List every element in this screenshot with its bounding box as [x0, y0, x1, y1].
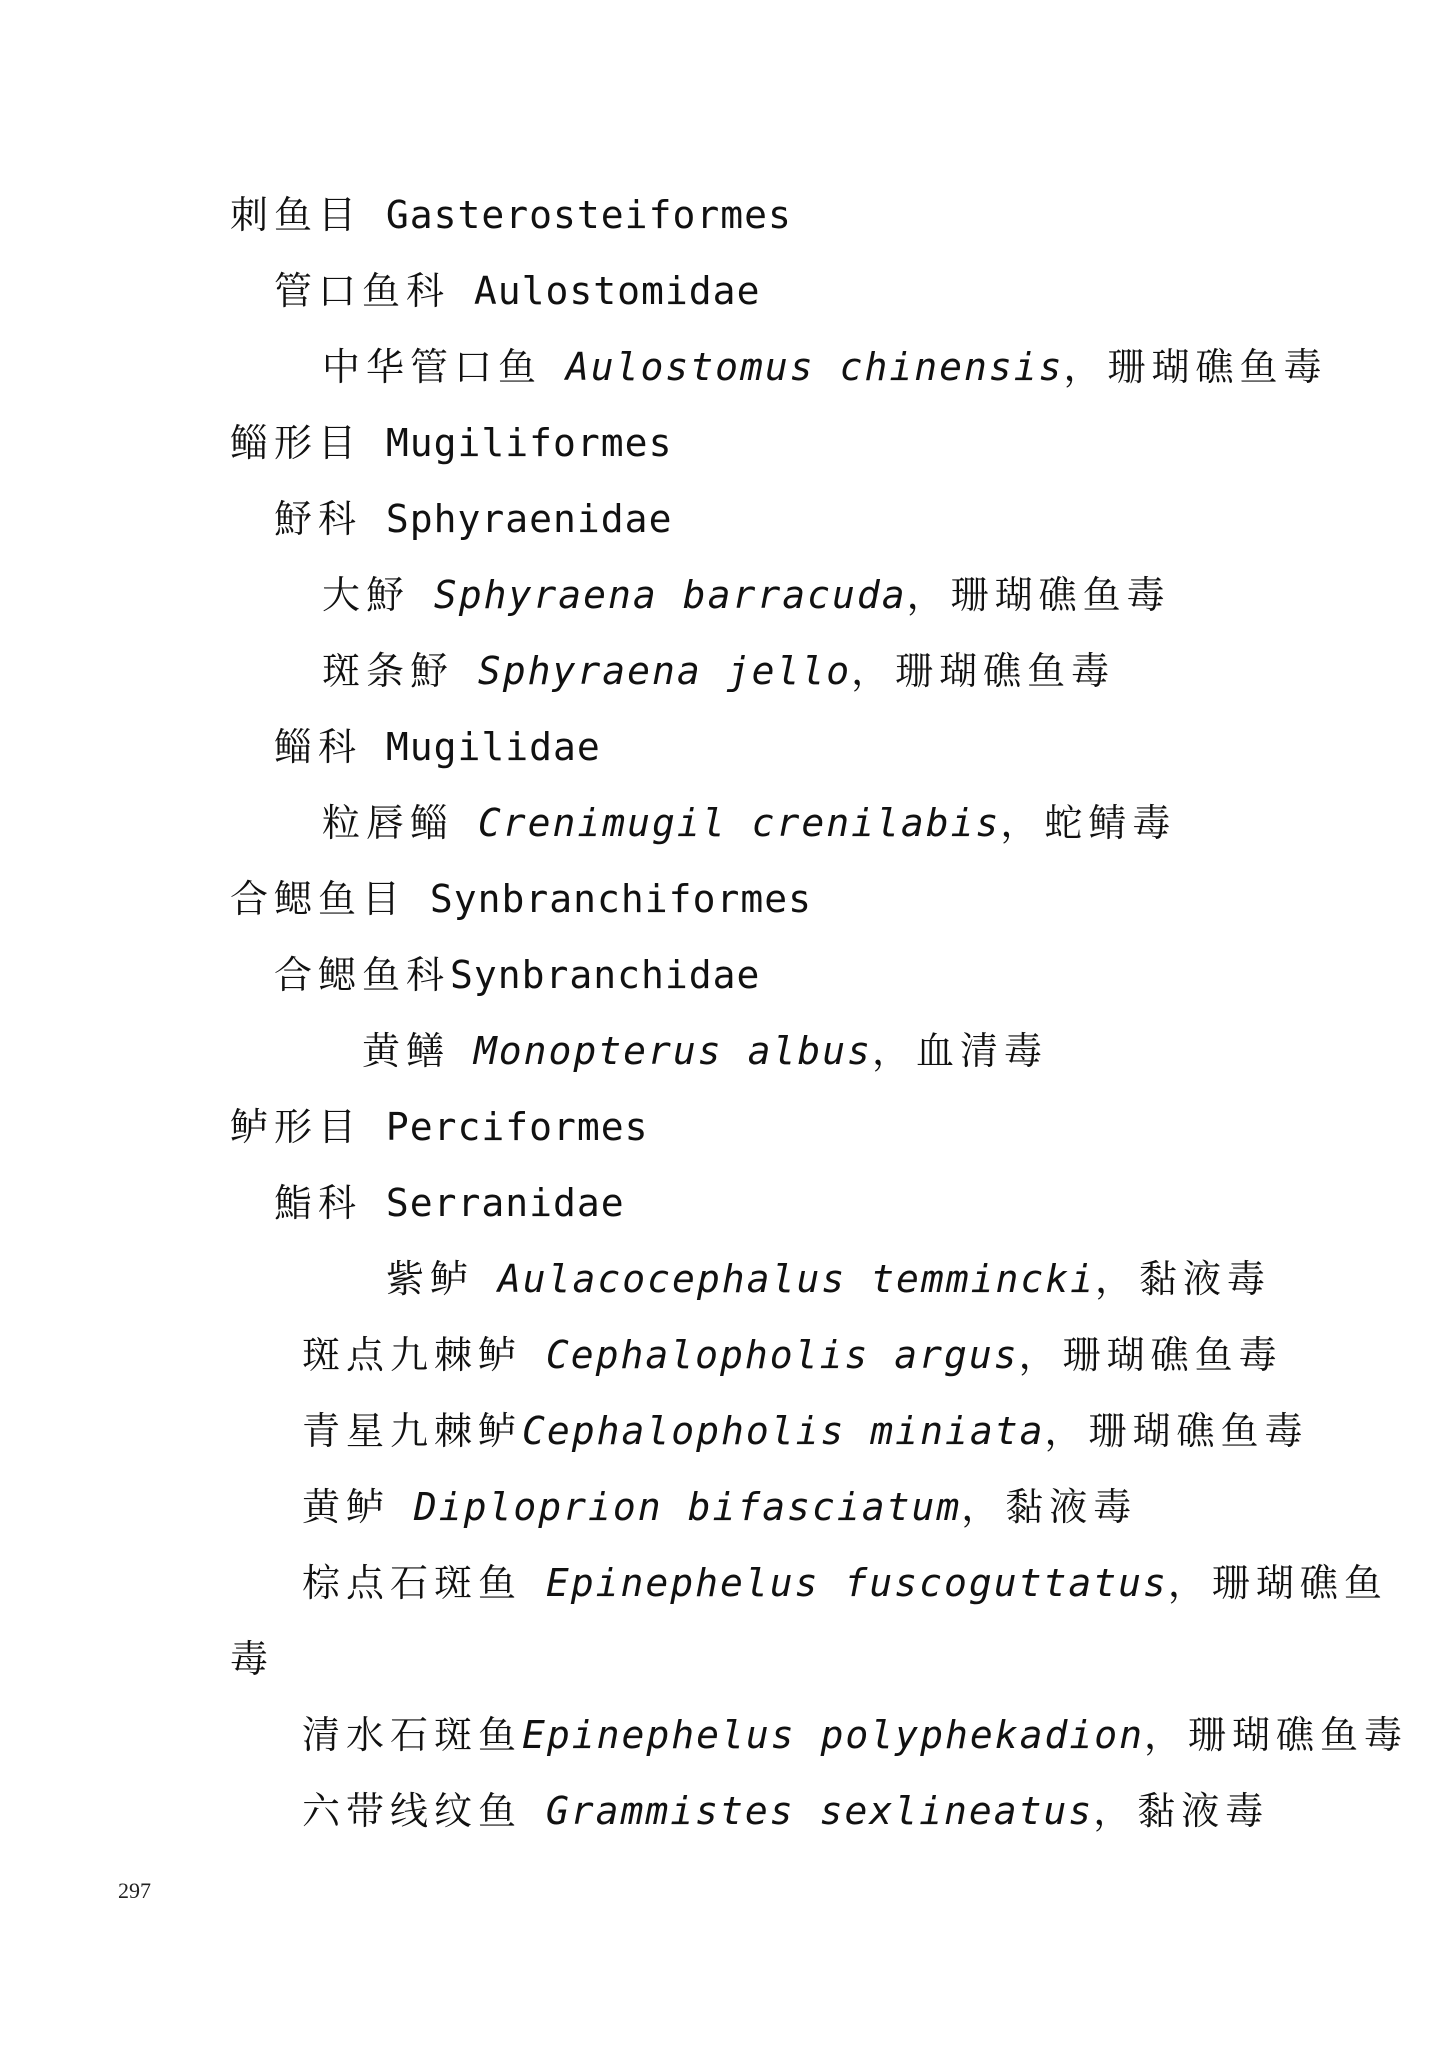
chinese-name: 六带线纹鱼 [302, 1789, 523, 1833]
toxin-note: ，珊瑚礁鱼毒 [1143, 1713, 1408, 1757]
species-epinephelus-polyphekadion [302, 1712, 1408, 1758]
family-serranidae [274, 1180, 625, 1226]
species-diploprion-bifasciatum [302, 1484, 1137, 1530]
wrapped-line-continuation [230, 1636, 274, 1682]
chinese-name: 刺鱼目 [230, 193, 363, 237]
continuation-text: 毒 [230, 1637, 275, 1681]
chinese-name: 斑点九棘鲈 [302, 1333, 523, 1377]
toxin-note: ，珊瑚礁鱼毒 [1063, 345, 1328, 389]
species-cephalopholis-argus [302, 1332, 1283, 1378]
latin-name: Mugilidae [385, 725, 601, 769]
species-grammistes-sexlineatus [302, 1788, 1269, 1834]
toxin-note: ，珊瑚礁鱼 [1167, 1561, 1388, 1605]
latin-name: Mugiliformes [385, 421, 673, 465]
chinese-name: 粒唇鲻 [322, 801, 455, 845]
toxin-note: ，蛇鲭毒 [1000, 801, 1177, 845]
chinese-name: 合鳃鱼科 [274, 953, 451, 997]
order-mugiliformes [230, 420, 672, 466]
family-aulostomidae [274, 268, 760, 314]
species-sphyraena-jello [322, 648, 1115, 694]
toxin-note: ，珊瑚礁鱼毒 [906, 573, 1171, 617]
scientific-name: Sphyraena barracuda [433, 573, 907, 617]
species-cephalopholis-miniata [302, 1408, 1308, 1454]
chinese-name: 青星九棘鲈 [302, 1409, 523, 1453]
toxin-note: ，血清毒 [871, 1029, 1048, 1073]
scientific-name: Cephalopholis argus [545, 1333, 1019, 1377]
chinese-name: 鲻形目 [230, 421, 363, 465]
scientific-name: Grammistes sexlineatus [545, 1789, 1094, 1833]
toxin-note: ，黏液毒 [961, 1485, 1138, 1529]
chinese-name: 棕点石斑鱼 [302, 1561, 523, 1605]
latin-name: Synbranchiformes [429, 877, 812, 921]
page-number: 297 [118, 1878, 151, 1903]
scientific-name: Aulostomus chinensis [565, 345, 1064, 389]
species-epinephelus-fuscoguttatus [302, 1560, 1388, 1606]
chinese-name: 紫鲈 [386, 1257, 475, 1301]
chinese-name: 清水石斑鱼 [302, 1713, 523, 1757]
chinese-name: 中华管口鱼 [322, 345, 543, 389]
toxin-note: ，黏液毒 [1094, 1257, 1271, 1301]
latin-name: Sphyraenidae [385, 497, 673, 541]
chinese-name: 大魣 [322, 573, 411, 617]
scientific-name: Epinephelus fuscoguttatus [545, 1561, 1168, 1605]
scientific-name: Cephalopholis miniata [522, 1409, 1045, 1453]
chinese-name: 魣科 [274, 497, 363, 541]
latin-name: Perciformes [385, 1105, 649, 1149]
species-sphyraena-barracuda [322, 572, 1171, 618]
scientific-name: Monopterus albus [473, 1029, 872, 1073]
chinese-name: 管口鱼科 [274, 269, 451, 313]
chinese-name: 合鳃鱼目 [230, 877, 407, 921]
scientific-name: Sphyraena jello [477, 649, 852, 693]
scientific-name: Diploprion bifasciatum [413, 1485, 962, 1529]
scientific-name: Aulacocephalus temmincki [497, 1257, 1095, 1301]
toxin-note: ，黏液毒 [1093, 1789, 1270, 1833]
order-perciformes [230, 1104, 649, 1150]
order-synbranchiformes [230, 876, 812, 922]
scientific-name: Epinephelus polyphekadion [522, 1713, 1144, 1757]
chinese-name: 鲻科 [274, 725, 363, 769]
family-mugilidae [274, 724, 601, 770]
chinese-name: 黄鳝 [362, 1029, 451, 1073]
family-sphyraenidae [274, 496, 672, 542]
chinese-name: 鮨科 [274, 1181, 363, 1225]
species-monopterus-albus [362, 1028, 1048, 1074]
order-gasterosteiformes [230, 192, 792, 238]
latin-name: Serranidae [385, 1181, 625, 1225]
toxin-note: ，珊瑚礁鱼毒 [1018, 1333, 1283, 1377]
latin-name: Synbranchidae [450, 953, 761, 997]
chinese-name: 黄鲈 [302, 1485, 391, 1529]
toxin-note: ，珊瑚礁鱼毒 [1044, 1409, 1309, 1453]
chinese-name: 斑条魣 [322, 649, 455, 693]
latin-name: Aulostomidae [473, 269, 761, 313]
species-aulacocephalus-temmincki [386, 1256, 1271, 1302]
family-synbranchidae [274, 952, 760, 998]
latin-name: Gasterosteiformes [385, 193, 792, 237]
species-aulostomus-chinensis [322, 344, 1327, 390]
toxin-note: ，珊瑚礁鱼毒 [851, 649, 1116, 693]
scientific-name: Crenimugil crenilabis [477, 801, 1001, 845]
chinese-name: 鲈形目 [230, 1105, 363, 1149]
species-crenimugil-crenilabis [322, 800, 1176, 846]
